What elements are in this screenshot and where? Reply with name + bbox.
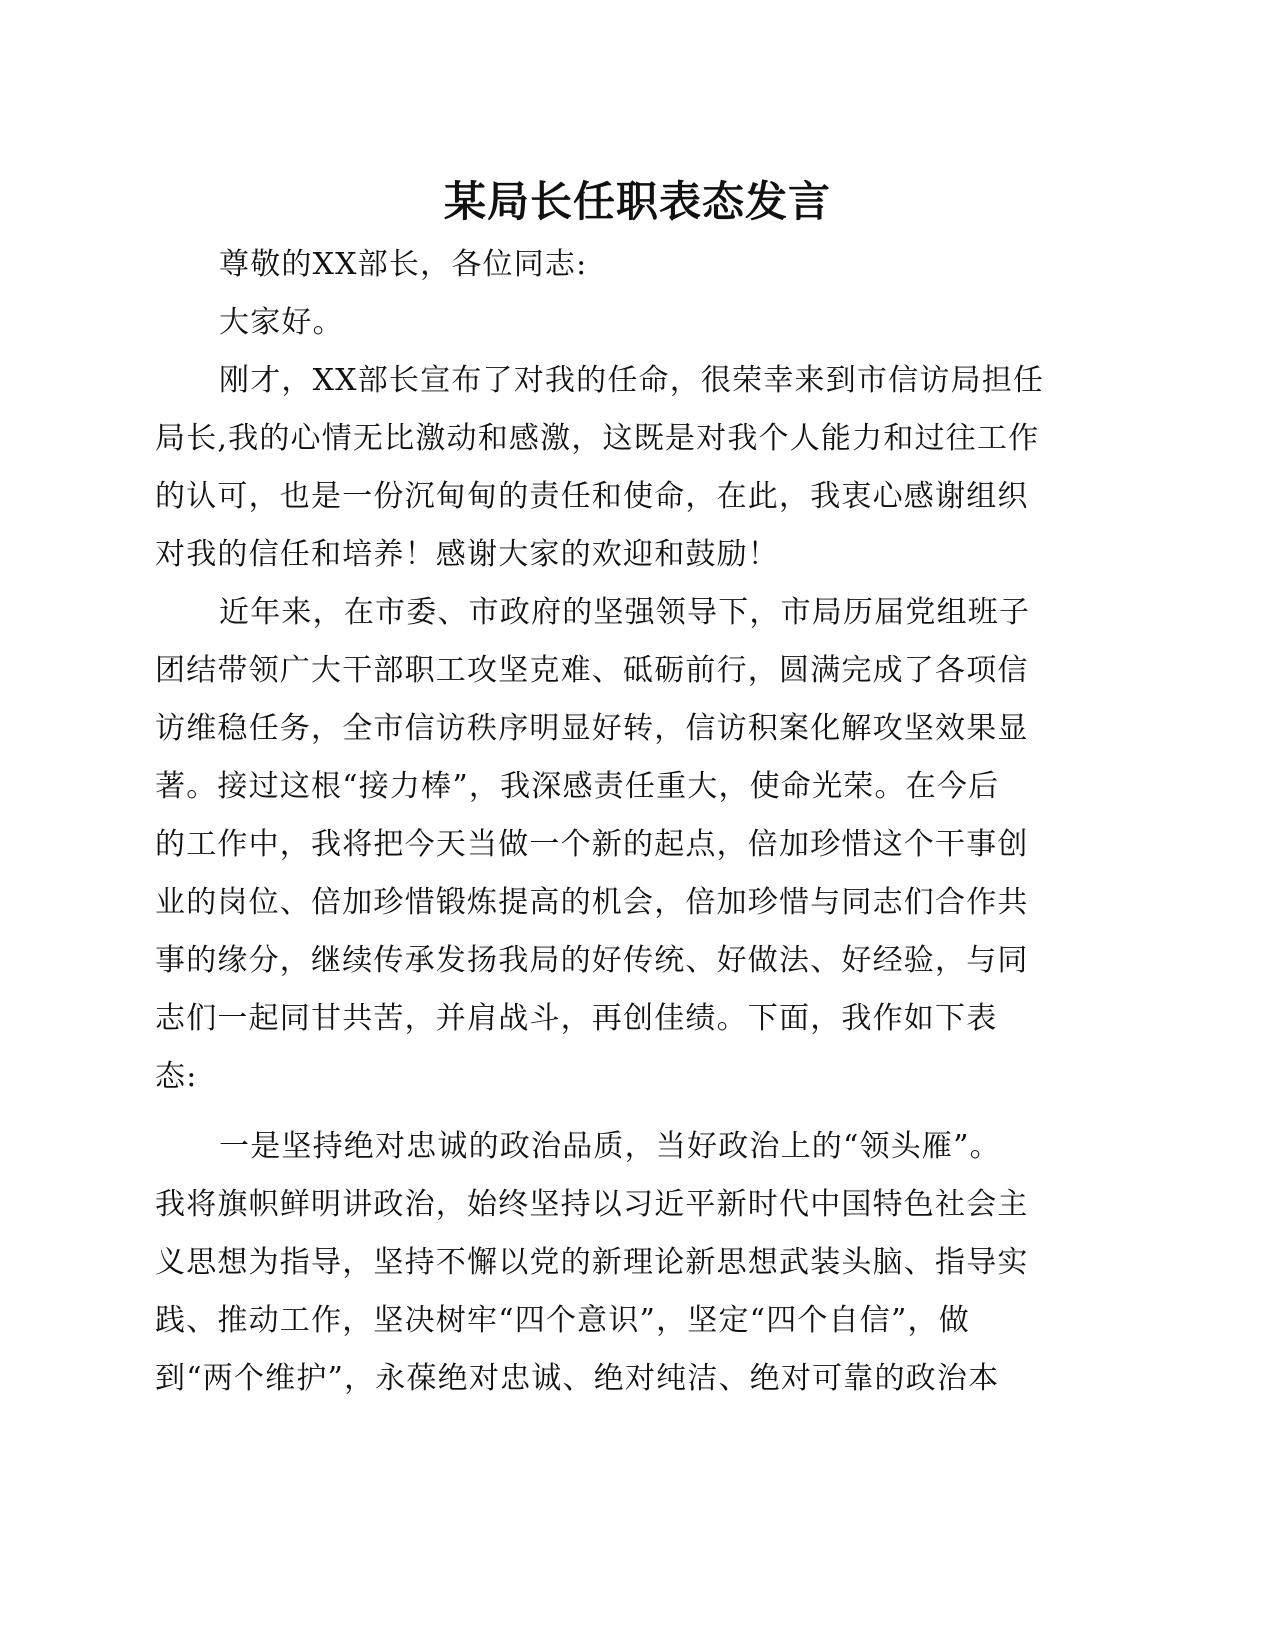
paragraph-1-line-1: 刚才，XX部长宣布了对我的任命，很荣幸来到市信访局担任 (219, 363, 1045, 398)
paragraph-2-line-1: 近年来，在市委、市政府的坚强领导下，市局历届党组班子 (219, 595, 1031, 630)
paragraph-2-line-5: 的工作中，我将把今天当做一个新的起点，倍加珍惜这个干事创 (155, 827, 1029, 862)
paragraph-3-line-4: 践、推动工作，坚决树牢“四个意识”，坚定“四个自信”，做 (155, 1303, 970, 1338)
document-title: 某局长任职表态发言 (443, 177, 831, 226)
paragraph-3-line-2: 我将旗帜鲜明讲政治，始终坚持以习近平新时代中国特色社会主 (155, 1187, 1029, 1222)
paragraph-1-line-2: 局长,我的心情无比激动和感激，这既是对我个人能力和过往工作 (155, 421, 1040, 456)
paragraph-1-line-3: 的认可，也是一份沉甸甸的责任和使命，在此，我衷心感谢组织 (155, 479, 1029, 514)
paragraph-2-line-8: 志们一起同甘共苦，并肩战斗，再创佳绩。下面，我作如下表 (155, 1001, 998, 1036)
paragraph-2-line-3: 访维稳任务，全市信访秩序明显好转，信访积案化解攻坚效果显 (155, 711, 1029, 746)
greeting-line: 大家好。 (219, 305, 344, 340)
paragraph-2-line-6: 业的岗位、倍加珍惜锻炼提高的机会，倍加珍惜与同志们合作共 (155, 885, 1029, 920)
paragraph-2-line-2: 团结带领广大干部职工攻坚克难、砥砺前行，圆满完成了各项信 (155, 653, 1029, 688)
paragraph-3-line-5: 到“两个维护”，永葆绝对忠诚、绝对纯洁、绝对可靠的政治本 (155, 1361, 1000, 1396)
paragraph-2-line-7: 事的缘分，继续传承发扬我局的好传统、好做法、好经验，与同 (155, 943, 1029, 978)
paragraph-3-line-1: 一是坚持绝对忠诚的政治品质，当好政治上的“领头雁”。 (219, 1129, 1001, 1164)
paragraph-2-line-9: 态: (155, 1059, 198, 1094)
salutation-line: 尊敬的XX部长，各位同志: (219, 247, 588, 282)
paragraph-1-line-4: 对我的信任和培养！感谢大家的欢迎和鼓励！ (155, 537, 779, 572)
document-body (155, 236, 1090, 1408)
paragraph-2-line-4: 著。接过这根“接力棒”，我深感责任重大，使命光荣。在今后 (155, 769, 1000, 804)
paragraph-3-line-3: 义思想为指导，坚持不懈以党的新理论新思想武装头脑、指导实 (155, 1245, 1029, 1280)
